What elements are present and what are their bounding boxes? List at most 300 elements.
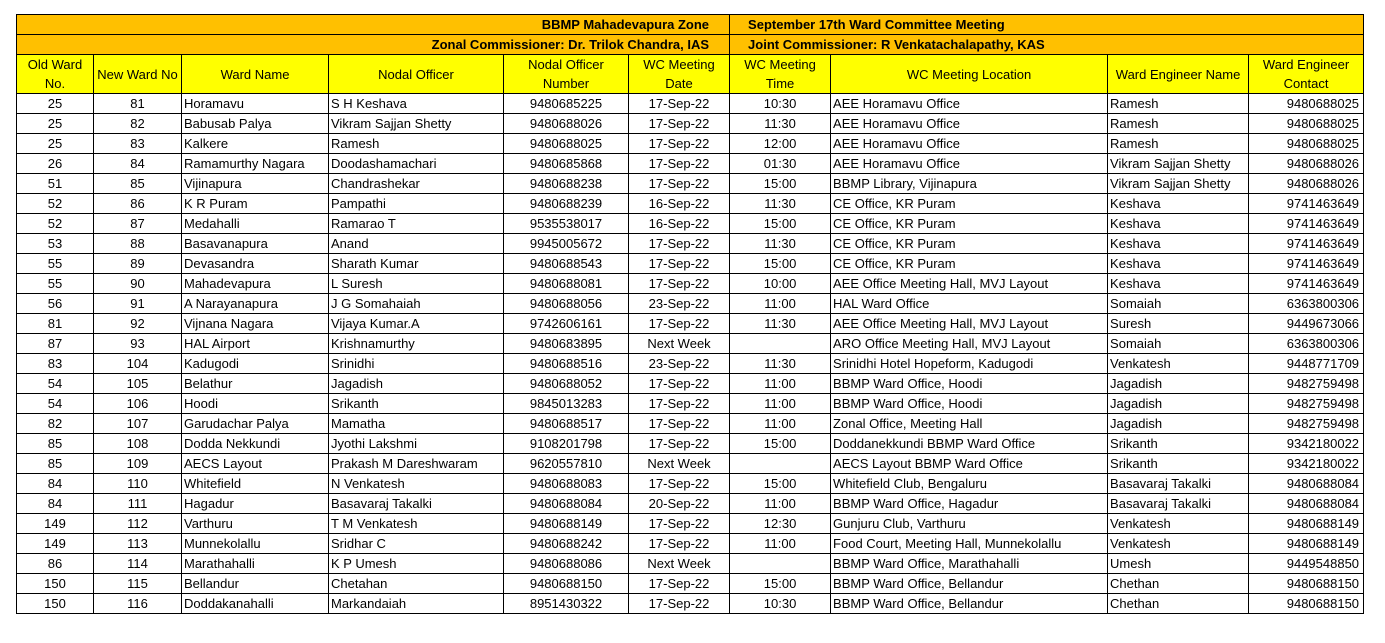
table-row [17, 214, 1364, 234]
engineer-contact-cell: 9480688084 [1249, 494, 1364, 514]
engineer-name-cell: Venkatesh [1108, 534, 1249, 554]
table-row [17, 94, 1364, 114]
meeting-time-cell: 15:00 [730, 214, 831, 234]
meeting-location-cell: BBMP Ward Office, Bellandur [831, 594, 1108, 614]
nodal-number-cell: 9480688081 [504, 274, 629, 294]
old-ward-cell: 150 [17, 574, 94, 594]
engineer-contact-cell: 9480688026 [1249, 174, 1364, 194]
ward-name-cell: Hoodi [182, 394, 329, 414]
engineer-name-cell: Vikram Sajjan Shetty [1108, 154, 1249, 174]
meeting-location-cell: AEE Horamavu Office [831, 114, 1108, 134]
engineer-contact-cell: 9480688149 [1249, 534, 1364, 554]
engineer-name-cell: Venkatesh [1108, 354, 1249, 374]
old-ward-cell: 82 [17, 414, 94, 434]
new-ward-cell: 92 [94, 314, 182, 334]
ward-name-cell: K R Puram [182, 194, 329, 214]
meeting-date-cell: 17-Sep-22 [629, 174, 730, 194]
meeting-date-cell: 17-Sep-22 [629, 474, 730, 494]
meeting-date-cell: 17-Sep-22 [629, 394, 730, 414]
engineer-contact-cell: 9741463649 [1249, 214, 1364, 234]
nodal-number-cell: 9480688238 [504, 174, 629, 194]
banner-row-2 [17, 35, 1364, 55]
engineer-name-cell: Somaiah [1108, 334, 1249, 354]
old-ward-cell: 25 [17, 94, 94, 114]
new-ward-cell: 89 [94, 254, 182, 274]
banner-row-1 [17, 15, 1364, 35]
joint-commissioner: Joint Commissioner: R Venkatachalapathy, KAS [730, 35, 1364, 55]
nodal-officer-cell: Vijaya Kumar.A [329, 314, 504, 334]
table-row [17, 314, 1364, 334]
col-meeting-time: WC Meeting Time [730, 55, 831, 94]
nodal-officer-cell: S H Keshava [329, 94, 504, 114]
nodal-officer-cell: Sridhar C [329, 534, 504, 554]
engineer-contact-cell: 9741463649 [1249, 274, 1364, 294]
nodal-number-cell: 9480685225 [504, 94, 629, 114]
engineer-name-cell: Basavaraj Takalki [1108, 494, 1249, 514]
meeting-time-cell: 10:30 [730, 94, 831, 114]
new-ward-cell: 105 [94, 374, 182, 394]
engineer-contact-cell: 9449548850 [1249, 554, 1364, 574]
old-ward-cell: 149 [17, 534, 94, 554]
new-ward-cell: 85 [94, 174, 182, 194]
meeting-time-cell: 11:30 [730, 354, 831, 374]
meeting-time-cell: 11:30 [730, 314, 831, 334]
nodal-number-cell: 9945005672 [504, 234, 629, 254]
engineer-contact-cell: 6363800306 [1249, 334, 1364, 354]
meeting-location-cell: AEE Horamavu Office [831, 134, 1108, 154]
nodal-officer-cell: Anand [329, 234, 504, 254]
engineer-name-cell: Venkatesh [1108, 514, 1249, 534]
engineer-name-cell: Vikram Sajjan Shetty [1108, 174, 1249, 194]
nodal-number-cell: 9480685868 [504, 154, 629, 174]
col-engineer-contact: Ward Engineer Contact [1249, 55, 1364, 94]
old-ward-cell: 149 [17, 514, 94, 534]
table-row [17, 534, 1364, 554]
meeting-date-cell: 17-Sep-22 [629, 514, 730, 534]
meeting-date-cell: 17-Sep-22 [629, 594, 730, 614]
meeting-location-cell: AEE Horamavu Office [831, 154, 1108, 174]
engineer-name-cell: Chethan [1108, 574, 1249, 594]
nodal-officer-cell: Basavaraj Takalki [329, 494, 504, 514]
engineer-name-cell: Keshava [1108, 214, 1249, 234]
ward-name-cell: Doddakanahalli [182, 594, 329, 614]
ward-name-cell: Medahalli [182, 214, 329, 234]
new-ward-cell: 87 [94, 214, 182, 234]
nodal-officer-cell: Srinidhi [329, 354, 504, 374]
meeting-location-cell: Food Court, Meeting Hall, Munnekolallu [831, 534, 1108, 554]
new-ward-cell: 108 [94, 434, 182, 454]
meeting-date-cell: 16-Sep-22 [629, 194, 730, 214]
engineer-name-cell: Srikanth [1108, 434, 1249, 454]
col-meeting-location: WC Meeting Location [831, 55, 1108, 94]
engineer-contact-cell: 9741463649 [1249, 194, 1364, 214]
table-row [17, 594, 1364, 614]
engineer-name-cell: Jagadish [1108, 374, 1249, 394]
meeting-location-cell: BBMP Ward Office, Bellandur [831, 574, 1108, 594]
new-ward-cell: 111 [94, 494, 182, 514]
new-ward-cell: 112 [94, 514, 182, 534]
zonal-commissioner: Zonal Commissioner: Dr. Trilok Chandra, IAS [17, 35, 730, 55]
engineer-name-cell: Basavaraj Takalki [1108, 474, 1249, 494]
col-engineer-name: Ward Engineer Name [1108, 55, 1249, 94]
engineer-name-cell: Jagadish [1108, 414, 1249, 434]
nodal-officer-cell: Doodashamachari [329, 154, 504, 174]
engineer-name-cell: Srikanth [1108, 454, 1249, 474]
meeting-location-cell: BBMP Ward Office, Hoodi [831, 394, 1108, 414]
col-new-ward: New Ward No [94, 55, 182, 94]
ward-name-cell: A Narayanapura [182, 294, 329, 314]
new-ward-cell: 109 [94, 454, 182, 474]
meeting-time-cell [730, 454, 831, 474]
meeting-time-cell: 11:30 [730, 194, 831, 214]
ward-name-cell: Varthuru [182, 514, 329, 534]
engineer-contact-cell: 9342180022 [1249, 434, 1364, 454]
col-nodal-officer: Nodal Officer [329, 55, 504, 94]
nodal-officer-cell: K P Umesh [329, 554, 504, 574]
table-row [17, 374, 1364, 394]
ward-name-cell: Devasandra [182, 254, 329, 274]
ward-name-cell: Dodda Nekkundi [182, 434, 329, 454]
nodal-number-cell: 9480688026 [504, 114, 629, 134]
nodal-officer-cell: Sharath Kumar [329, 254, 504, 274]
nodal-number-cell: 9480683895 [504, 334, 629, 354]
table-row [17, 574, 1364, 594]
meeting-time-cell: 11:30 [730, 234, 831, 254]
nodal-number-cell: 9535538017 [504, 214, 629, 234]
meeting-location-cell: Zonal Office, Meeting Hall [831, 414, 1108, 434]
meeting-date-cell: 23-Sep-22 [629, 294, 730, 314]
meeting-date-cell: 17-Sep-22 [629, 254, 730, 274]
table-row [17, 514, 1364, 534]
engineer-name-cell: Ramesh [1108, 114, 1249, 134]
old-ward-cell: 85 [17, 454, 94, 474]
new-ward-cell: 107 [94, 414, 182, 434]
meeting-time-cell: 11:30 [730, 114, 831, 134]
nodal-officer-cell: Chetahan [329, 574, 504, 594]
meeting-location-cell: AEE Horamavu Office [831, 94, 1108, 114]
old-ward-cell: 53 [17, 234, 94, 254]
meeting-location-cell: AECS Layout BBMP Ward Office [831, 454, 1108, 474]
ward-name-cell: HAL Airport [182, 334, 329, 354]
meeting-date-cell: Next Week [629, 334, 730, 354]
engineer-name-cell: Ramesh [1108, 94, 1249, 114]
table-row [17, 294, 1364, 314]
new-ward-cell: 114 [94, 554, 182, 574]
table-row [17, 334, 1364, 354]
table-row [17, 274, 1364, 294]
engineer-contact-cell: 9480688025 [1249, 114, 1364, 134]
meeting-location-cell: CE Office, KR Puram [831, 214, 1108, 234]
meeting-location-cell: BBMP Ward Office, Hagadur [831, 494, 1108, 514]
col-meeting-date: WC Meeting Date [629, 55, 730, 94]
old-ward-cell: 51 [17, 174, 94, 194]
ward-name-cell: Babusab Palya [182, 114, 329, 134]
meeting-title: September 17th Ward Committee Meeting [730, 15, 1364, 35]
nodal-number-cell: 9742606161 [504, 314, 629, 334]
old-ward-cell: 81 [17, 314, 94, 334]
new-ward-cell: 84 [94, 154, 182, 174]
nodal-number-cell: 9108201798 [504, 434, 629, 454]
table-row [17, 134, 1364, 154]
nodal-officer-cell: Vikram Sajjan Shetty [329, 114, 504, 134]
meeting-location-cell: BBMP Library, Vijinapura [831, 174, 1108, 194]
meeting-time-cell: 10:00 [730, 274, 831, 294]
ward-name-cell: Garudachar Palya [182, 414, 329, 434]
old-ward-cell: 83 [17, 354, 94, 374]
old-ward-cell: 86 [17, 554, 94, 574]
meeting-date-cell: Next Week [629, 454, 730, 474]
table-row [17, 434, 1364, 454]
meeting-time-cell [730, 554, 831, 574]
old-ward-cell: 52 [17, 214, 94, 234]
meeting-location-cell: Srinidhi Hotel Hopeform, Kadugodi [831, 354, 1108, 374]
col-old-ward: Old Ward No. [17, 55, 94, 94]
table-row [17, 254, 1364, 274]
engineer-contact-cell: 9480688026 [1249, 154, 1364, 174]
engineer-contact-cell: 9480688149 [1249, 514, 1364, 534]
meeting-date-cell: 17-Sep-22 [629, 114, 730, 134]
engineer-name-cell: Keshava [1108, 234, 1249, 254]
old-ward-cell: 26 [17, 154, 94, 174]
ward-name-cell: Belathur [182, 374, 329, 394]
nodal-officer-cell: L Suresh [329, 274, 504, 294]
table-row [17, 234, 1364, 254]
meeting-date-cell: 20-Sep-22 [629, 494, 730, 514]
nodal-number-cell: 9480688150 [504, 574, 629, 594]
meeting-date-cell: 17-Sep-22 [629, 314, 730, 334]
new-ward-cell: 82 [94, 114, 182, 134]
new-ward-cell: 86 [94, 194, 182, 214]
table-row [17, 174, 1364, 194]
meeting-date-cell: 17-Sep-22 [629, 574, 730, 594]
ward-name-cell: Ramamurthy Nagara [182, 154, 329, 174]
engineer-contact-cell: 9482759498 [1249, 414, 1364, 434]
table-row [17, 414, 1364, 434]
meeting-date-cell: 17-Sep-22 [629, 154, 730, 174]
nodal-number-cell: 9480688084 [504, 494, 629, 514]
old-ward-cell: 25 [17, 114, 94, 134]
new-ward-cell: 116 [94, 594, 182, 614]
table-row [17, 154, 1364, 174]
meeting-date-cell: 17-Sep-22 [629, 414, 730, 434]
meeting-time-cell: 11:00 [730, 414, 831, 434]
nodal-number-cell: 9480688083 [504, 474, 629, 494]
meeting-location-cell: Gunjuru Club, Varthuru [831, 514, 1108, 534]
ward-name-cell: Horamavu [182, 94, 329, 114]
zone-title: BBMP Mahadevapura Zone [17, 15, 730, 35]
engineer-name-cell: Suresh [1108, 314, 1249, 334]
nodal-officer-cell: Mamatha [329, 414, 504, 434]
engineer-contact-cell: 9480688150 [1249, 594, 1364, 614]
meeting-time-cell: 10:30 [730, 594, 831, 614]
old-ward-cell: 150 [17, 594, 94, 614]
meeting-time-cell: 11:00 [730, 294, 831, 314]
meeting-location-cell: BBMP Ward Office, Marathahalli [831, 554, 1108, 574]
meeting-date-cell: 17-Sep-22 [629, 134, 730, 154]
ward-name-cell: Vijnana Nagara [182, 314, 329, 334]
engineer-contact-cell: 9480688025 [1249, 134, 1364, 154]
ward-name-cell: Vijinapura [182, 174, 329, 194]
old-ward-cell: 55 [17, 254, 94, 274]
col-ward-name: Ward Name [182, 55, 329, 94]
new-ward-cell: 90 [94, 274, 182, 294]
meeting-date-cell: 17-Sep-22 [629, 374, 730, 394]
new-ward-cell: 106 [94, 394, 182, 414]
meeting-time-cell: 15:00 [730, 254, 831, 274]
nodal-officer-cell: Markandaiah [329, 594, 504, 614]
nodal-officer-cell: Krishnamurthy [329, 334, 504, 354]
meeting-date-cell: 23-Sep-22 [629, 354, 730, 374]
old-ward-cell: 54 [17, 374, 94, 394]
nodal-number-cell: 9480688239 [504, 194, 629, 214]
engineer-name-cell: Somaiah [1108, 294, 1249, 314]
engineer-name-cell: Jagadish [1108, 394, 1249, 414]
meeting-date-cell: 17-Sep-22 [629, 534, 730, 554]
ward-name-cell: Whitefield [182, 474, 329, 494]
table-body [17, 94, 1364, 614]
engineer-contact-cell: 9480688025 [1249, 94, 1364, 114]
meeting-location-cell: AEE Office Meeting Hall, MVJ Layout [831, 274, 1108, 294]
nodal-number-cell: 9480688052 [504, 374, 629, 394]
table-row [17, 194, 1364, 214]
nodal-number-cell: 9480688242 [504, 534, 629, 554]
new-ward-cell: 115 [94, 574, 182, 594]
ward-name-cell: Mahadevapura [182, 274, 329, 294]
meeting-time-cell [730, 334, 831, 354]
engineer-contact-cell: 9480688150 [1249, 574, 1364, 594]
old-ward-cell: 52 [17, 194, 94, 214]
nodal-officer-cell: Pampathi [329, 194, 504, 214]
meeting-time-cell: 12:00 [730, 134, 831, 154]
nodal-number-cell: 9480688543 [504, 254, 629, 274]
meeting-location-cell: HAL Ward Office [831, 294, 1108, 314]
new-ward-cell: 88 [94, 234, 182, 254]
meeting-date-cell: 17-Sep-22 [629, 94, 730, 114]
meeting-time-cell: 15:00 [730, 174, 831, 194]
column-header-row [17, 55, 1364, 94]
ward-name-cell: Hagadur [182, 494, 329, 514]
meeting-time-cell: 01:30 [730, 154, 831, 174]
new-ward-cell: 113 [94, 534, 182, 554]
nodal-number-cell: 8951430322 [504, 594, 629, 614]
ward-name-cell: Kalkere [182, 134, 329, 154]
table-row [17, 474, 1364, 494]
nodal-officer-cell: Srikanth [329, 394, 504, 414]
engineer-contact-cell: 9342180022 [1249, 454, 1364, 474]
meeting-location-cell: CE Office, KR Puram [831, 254, 1108, 274]
ward-meeting-table [16, 14, 1364, 614]
ward-name-cell: Bellandur [182, 574, 329, 594]
meeting-location-cell: CE Office, KR Puram [831, 234, 1108, 254]
meeting-date-cell: Next Week [629, 554, 730, 574]
meeting-date-cell: 17-Sep-22 [629, 274, 730, 294]
meeting-location-cell: BBMP Ward Office, Hoodi [831, 374, 1108, 394]
ward-name-cell: AECS Layout [182, 454, 329, 474]
nodal-number-cell: 9480688516 [504, 354, 629, 374]
meeting-time-cell: 12:30 [730, 514, 831, 534]
table-row [17, 354, 1364, 374]
ward-name-cell: Munnekolallu [182, 534, 329, 554]
engineer-name-cell: Ramesh [1108, 134, 1249, 154]
col-nodal-number: Nodal Officer Number [504, 55, 629, 94]
nodal-number-cell: 9480688025 [504, 134, 629, 154]
ward-name-cell: Marathahalli [182, 554, 329, 574]
meeting-location-cell: Doddanekkundi BBMP Ward Office [831, 434, 1108, 454]
meeting-location-cell: CE Office, KR Puram [831, 194, 1108, 214]
old-ward-cell: 87 [17, 334, 94, 354]
old-ward-cell: 84 [17, 494, 94, 514]
meeting-time-cell: 15:00 [730, 434, 831, 454]
meeting-location-cell: Whitefield Club, Bengaluru [831, 474, 1108, 494]
old-ward-cell: 25 [17, 134, 94, 154]
meeting-location-cell: AEE Office Meeting Hall, MVJ Layout [831, 314, 1108, 334]
meeting-date-cell: 17-Sep-22 [629, 434, 730, 454]
nodal-number-cell: 9480688149 [504, 514, 629, 534]
nodal-number-cell: 9480688056 [504, 294, 629, 314]
meeting-time-cell: 15:00 [730, 574, 831, 594]
old-ward-cell: 84 [17, 474, 94, 494]
meeting-location-cell: ARO Office Meeting Hall, MVJ Layout [831, 334, 1108, 354]
nodal-officer-cell: Chandrashekar [329, 174, 504, 194]
engineer-name-cell: Keshava [1108, 254, 1249, 274]
table-row [17, 114, 1364, 134]
ward-committee-sheet [16, 14, 1363, 614]
new-ward-cell: 93 [94, 334, 182, 354]
engineer-name-cell: Keshava [1108, 194, 1249, 214]
engineer-contact-cell: 9741463649 [1249, 254, 1364, 274]
meeting-date-cell: 17-Sep-22 [629, 234, 730, 254]
engineer-name-cell: Keshava [1108, 274, 1249, 294]
table-row [17, 494, 1364, 514]
engineer-contact-cell: 9482759498 [1249, 394, 1364, 414]
nodal-number-cell: 9480688086 [504, 554, 629, 574]
old-ward-cell: 85 [17, 434, 94, 454]
meeting-time-cell: 11:00 [730, 374, 831, 394]
old-ward-cell: 55 [17, 274, 94, 294]
engineer-contact-cell: 9449673066 [1249, 314, 1364, 334]
nodal-officer-cell: Prakash M Dareshwaram [329, 454, 504, 474]
new-ward-cell: 104 [94, 354, 182, 374]
engineer-contact-cell: 9448771709 [1249, 354, 1364, 374]
nodal-officer-cell: J G Somahaiah [329, 294, 504, 314]
engineer-name-cell: Chethan [1108, 594, 1249, 614]
table-row [17, 554, 1364, 574]
ward-name-cell: Basavanapura [182, 234, 329, 254]
new-ward-cell: 83 [94, 134, 182, 154]
table-row [17, 454, 1364, 474]
old-ward-cell: 56 [17, 294, 94, 314]
meeting-date-cell: 16-Sep-22 [629, 214, 730, 234]
nodal-number-cell: 9620557810 [504, 454, 629, 474]
engineer-contact-cell: 6363800306 [1249, 294, 1364, 314]
new-ward-cell: 91 [94, 294, 182, 314]
nodal-officer-cell: N Venkatesh [329, 474, 504, 494]
new-ward-cell: 81 [94, 94, 182, 114]
engineer-contact-cell: 9741463649 [1249, 234, 1364, 254]
nodal-officer-cell: T M Venkatesh [329, 514, 504, 534]
nodal-officer-cell: Jagadish [329, 374, 504, 394]
nodal-officer-cell: Ramesh [329, 134, 504, 154]
old-ward-cell: 54 [17, 394, 94, 414]
nodal-officer-cell: Jyothi Lakshmi [329, 434, 504, 454]
ward-name-cell: Kadugodi [182, 354, 329, 374]
engineer-contact-cell: 9480688084 [1249, 474, 1364, 494]
nodal-officer-cell: Ramarao T [329, 214, 504, 234]
nodal-number-cell: 9480688517 [504, 414, 629, 434]
nodal-number-cell: 9845013283 [504, 394, 629, 414]
meeting-time-cell: 15:00 [730, 474, 831, 494]
table-row [17, 394, 1364, 414]
